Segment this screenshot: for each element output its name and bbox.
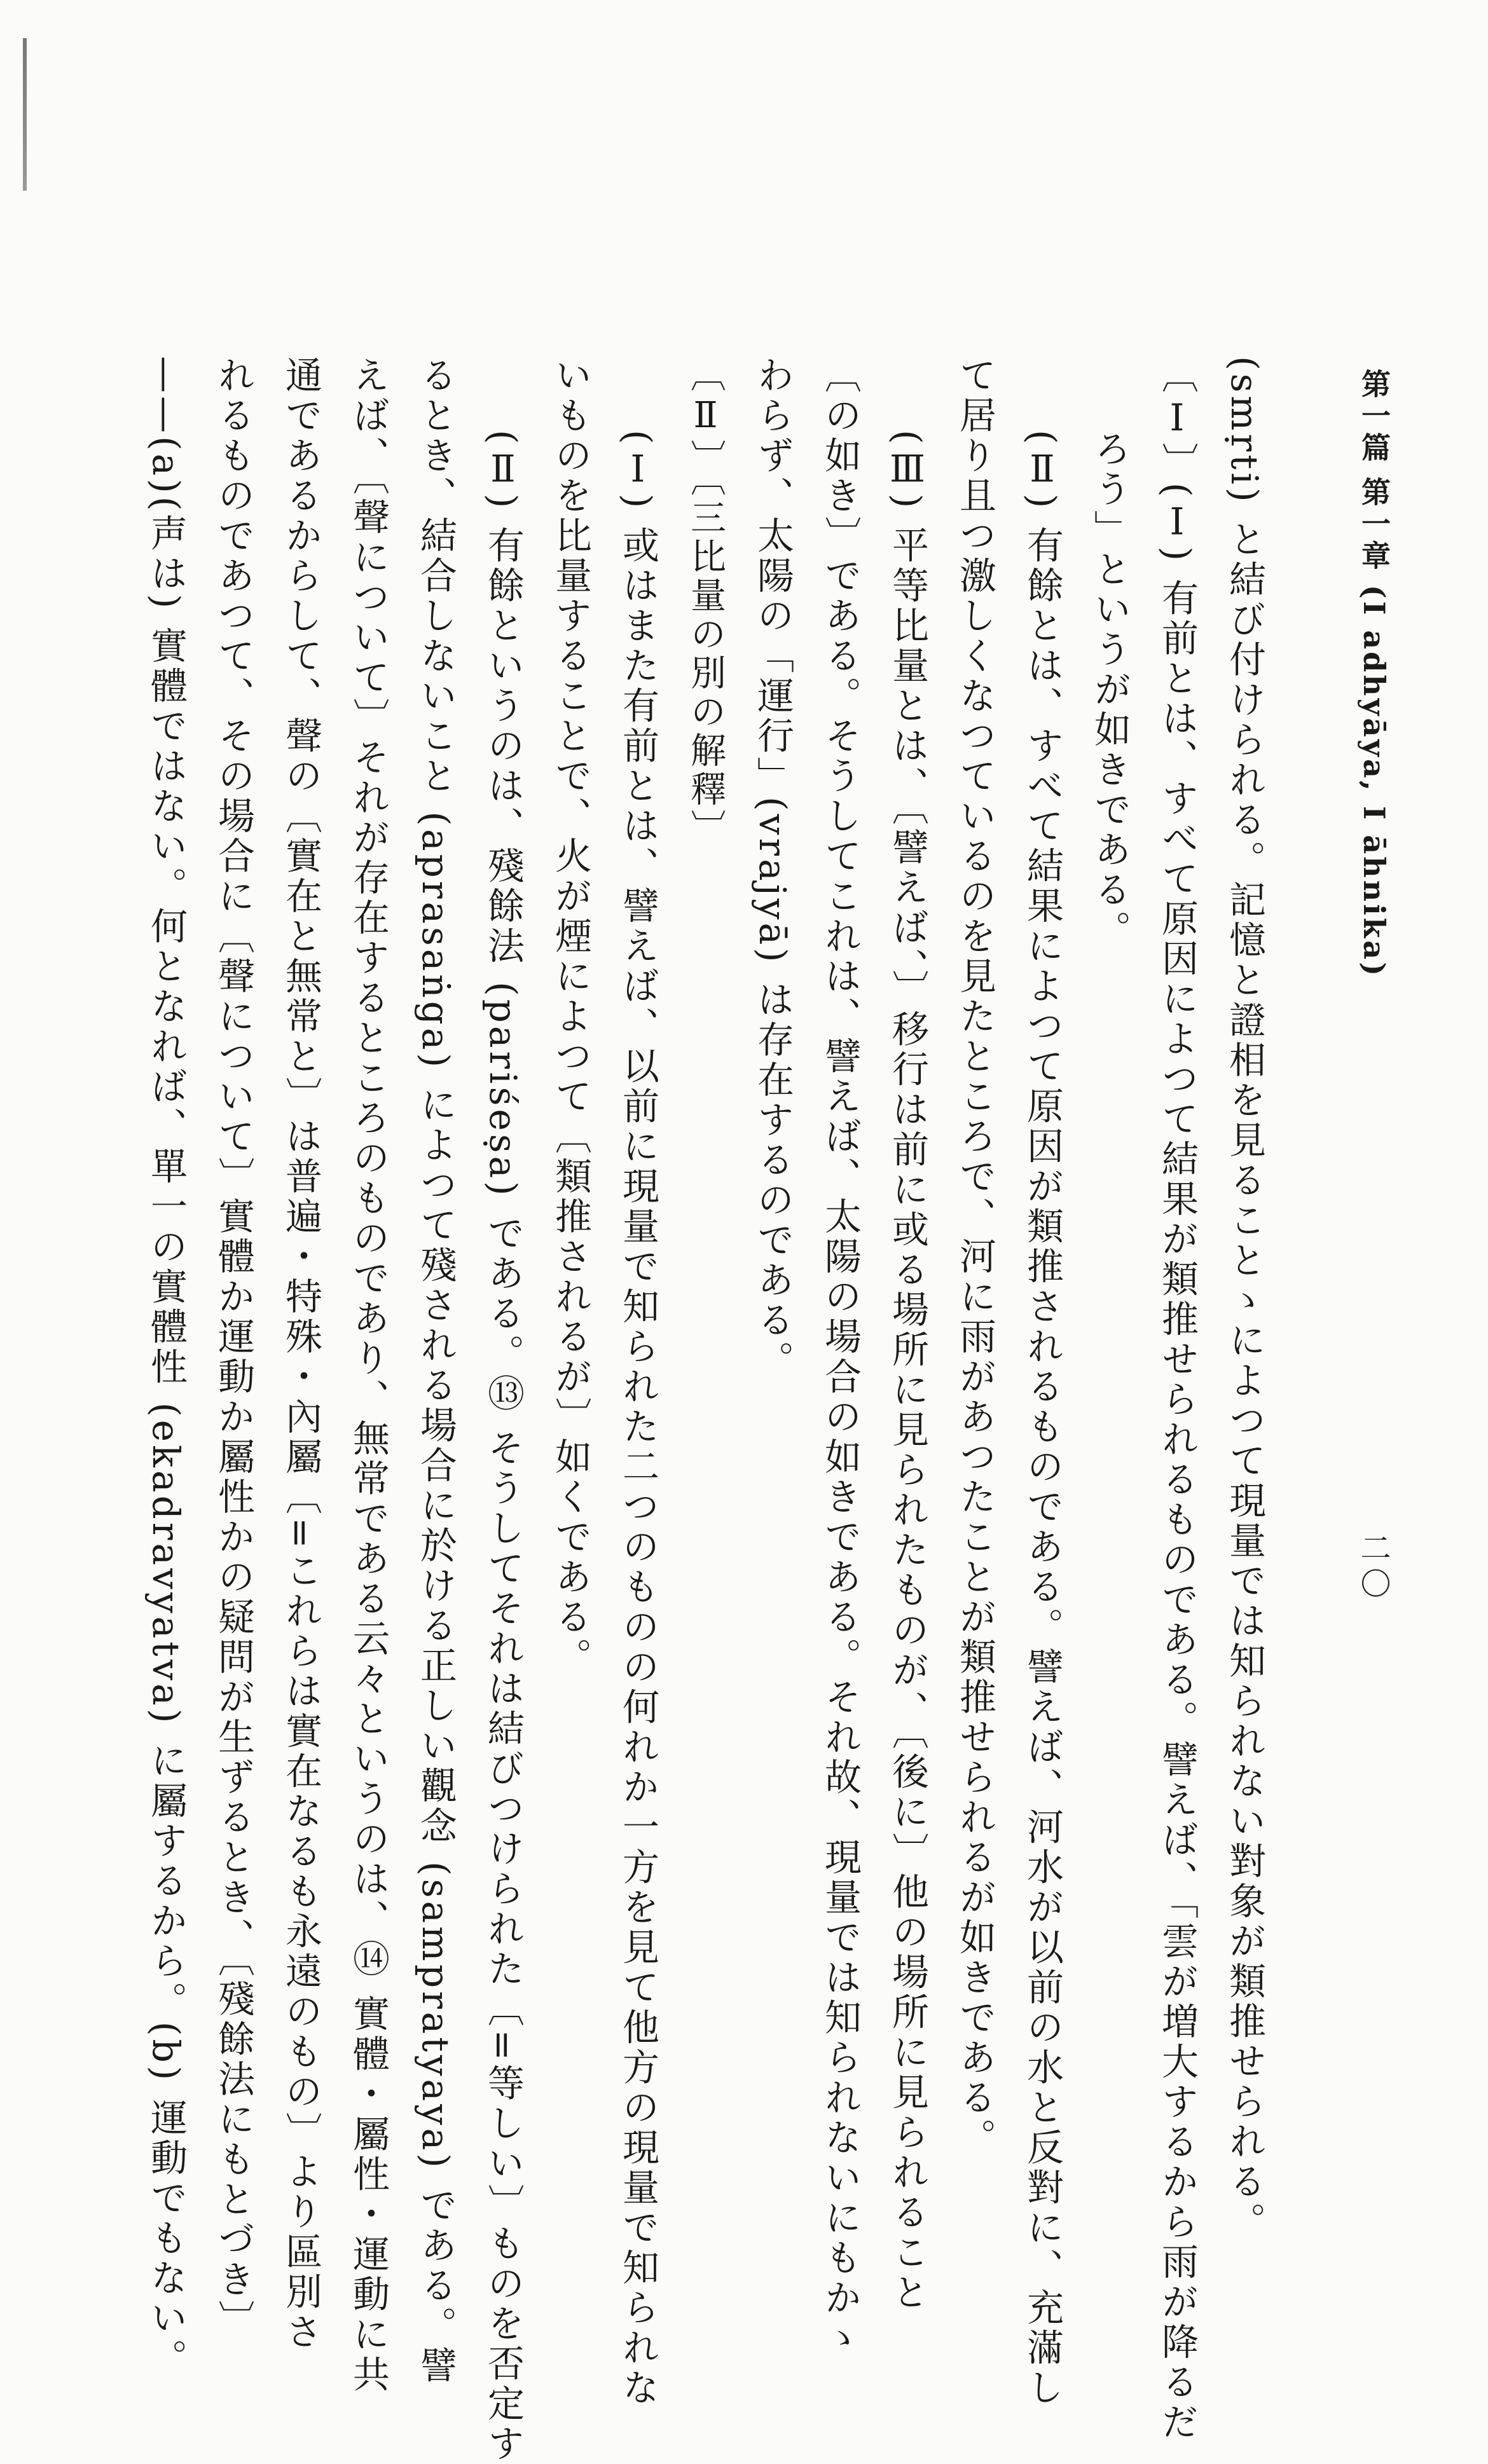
text-line-14: えば、〔聲について〕それが存在するところのものであり、無常である云々というのは、⑭ 實體・屬性・運動に共 xyxy=(347,356,390,2395)
text-line-7: 〔の如き〕である。そうしてこれは、譬えば、太陽の場合の如きである。それ故、現量では知られないにもかゝ xyxy=(818,356,862,2358)
page-number: 二〇 xyxy=(1355,1532,1391,1603)
text-line-5: て居り且つ激しくなつているのを見たところで、河に雨があつたことが類推せられるが如きである。 xyxy=(953,356,996,2158)
text-line-3: ろう」というが如きである。 xyxy=(1088,430,1131,950)
text-line-17: ——(a)(声は) 實體ではない。何となれば、單一の實體性 (ekadravyatva) に屬するから。(b) 運動でもない。 xyxy=(144,356,188,2379)
scan-edge-mark xyxy=(23,38,27,191)
text-line-1: (smṛti) と結び付けられる。記憶と證相を見ることゝによつて現量では知られない對象が類推せられる。 xyxy=(1223,356,1266,2243)
section-heading: 〔Ⅱ〕〔三比量の別の解釋〕 xyxy=(685,356,726,848)
text-line-13: るとき、結合しないこと (aprasaṅga) によつて殘される場合に於ける正しい觀念 (sampratyaya) である。譬 xyxy=(414,356,457,2386)
text-line-16: れるものであつて、その場合に〔聲について〕實體か運動か屬性かの疑問が生ずるとき、〔殘餘法にもとづき〕 xyxy=(212,356,255,2340)
running-head: 第一篇 第一章 (I adhyāya, I āhnika) xyxy=(1357,369,1391,978)
text-line-4: (Ⅱ) 有餘とは、すべて結果によつて原因が類推されるものである。譬えば、河水が以前の水と反對に、充滿し xyxy=(1021,430,1064,2409)
text-line-8: わらず、太陽の「運行」(vrajyā) は存在するのである。 xyxy=(751,356,794,1381)
text-line-12: (Ⅱ) 有餘というのは、殘餘法 (pariśeṣa) である。⑬ そうしてそれは結びつけられた〔=等しい〕ものを否定す xyxy=(481,430,525,2464)
text-line-6: (Ⅲ) 平等比量とは、〔譬えば、〕移行は前に或る場所に見られたものが、〔後に〕他の場所に見られること xyxy=(886,430,929,2313)
text-line-15: 通であるからして、聲の〔實在と無常と〕は普遍・特殊・內屬〔=これらは實在なるも永遠のもの〕より區別さ xyxy=(279,356,322,2353)
page-body xyxy=(32,356,1278,2464)
text-line-2: 〔Ⅰ〕(Ⅰ) 有前とは、すべて原因によつて結果が類推せられるものである。譬えば、「雲が増大するから雨が降るだ xyxy=(1155,356,1199,2443)
text-line-11: いものを比量することで、火が煙によつて〔類推されるが〕如くである。 xyxy=(549,356,592,1678)
text-line-10: (Ⅰ) 或はまた有前とは、譬えば、以前に現量で知られた二つのものの何れか一方を見て他方の現量で知られな xyxy=(616,430,659,2409)
